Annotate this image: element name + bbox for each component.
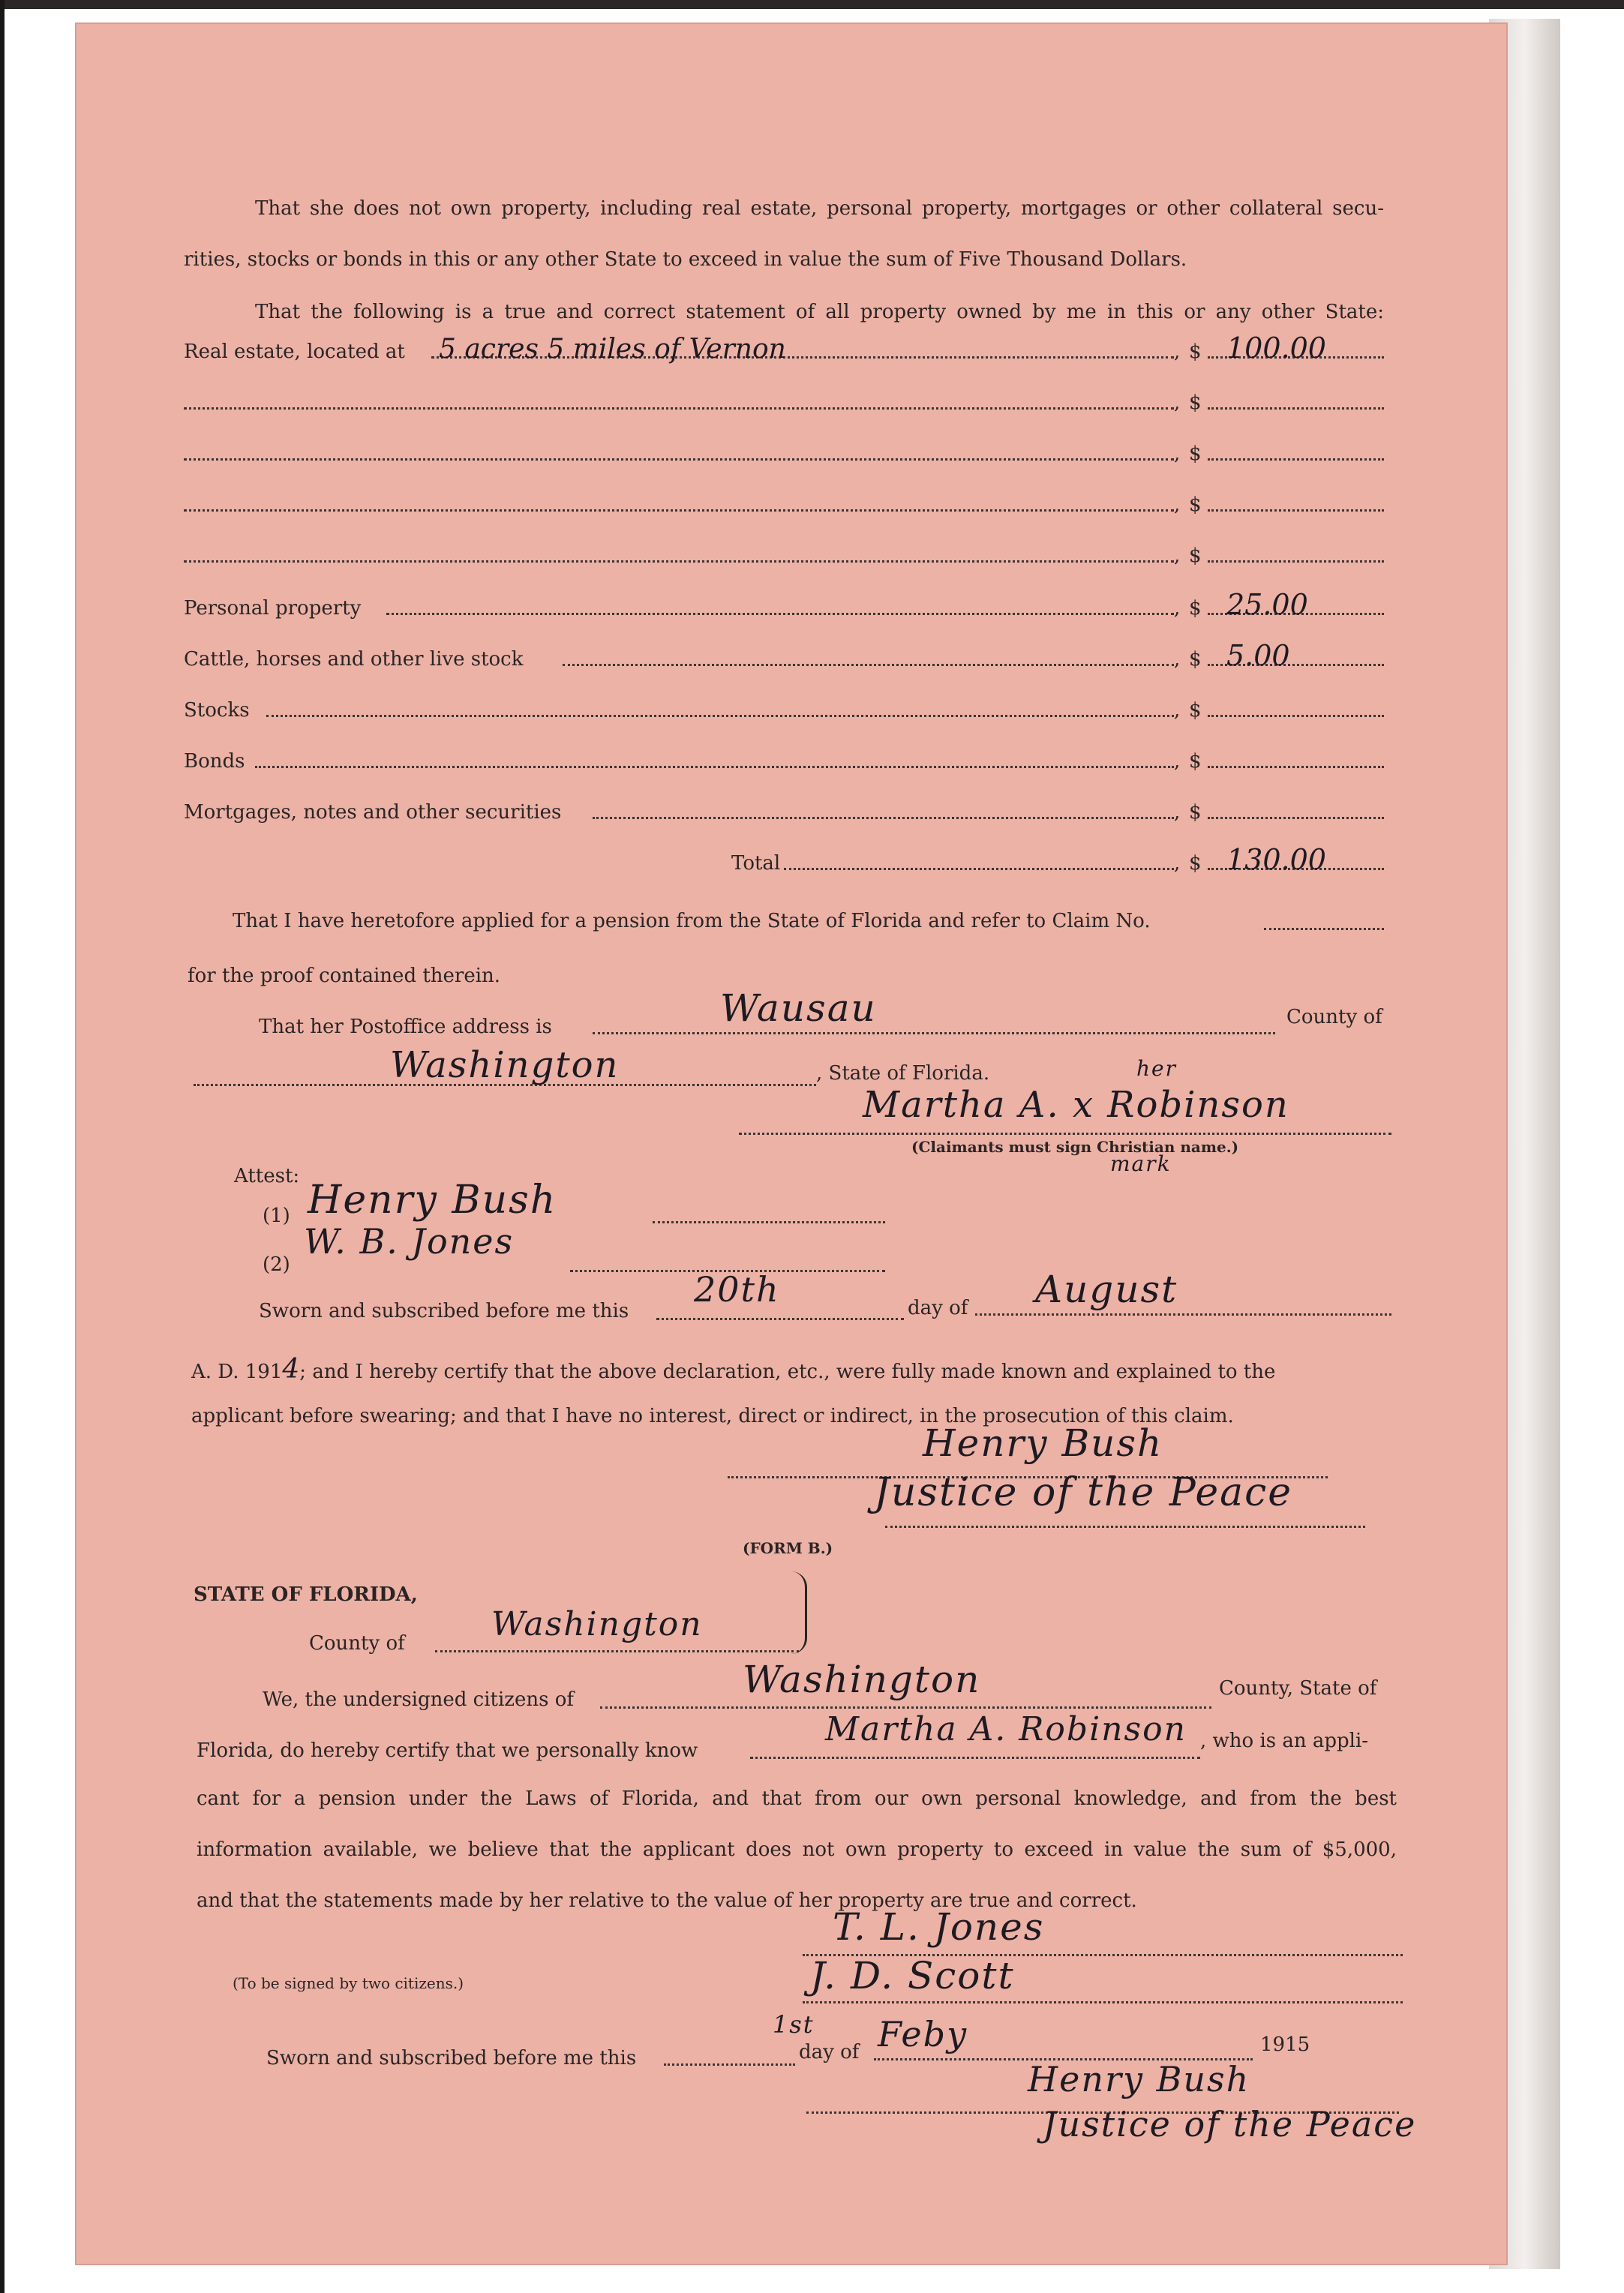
cattle-amount: 5.00 bbox=[1226, 639, 1290, 672]
sworn-1-text-b: day of bbox=[908, 1297, 968, 1319]
bonds-label: Bonds bbox=[184, 750, 245, 773]
real-estate-row: Real estate, located at 5 acres 5 miles of Vernon , $ 100.00 bbox=[184, 338, 1384, 368]
sworn-1-year-digit: 4 bbox=[282, 1354, 300, 1385]
state-of-florida-label: , State of Florida. bbox=[816, 1062, 990, 1085]
blank-row-2: , $ bbox=[184, 440, 1384, 470]
attest-label: Attest: bbox=[234, 1165, 300, 1187]
witness-1-number: (1) bbox=[263, 1205, 290, 1227]
applicant-name: Martha A. Robinson bbox=[825, 1710, 1187, 1748]
real-estate-label: Real estate, located at bbox=[184, 341, 405, 363]
personal-property-amount: 25.00 bbox=[1226, 588, 1308, 621]
citizen-1-signature: T. L. Jones bbox=[833, 1905, 1045, 1949]
total-label: Total bbox=[731, 852, 781, 875]
mark-annotation: mark bbox=[1110, 1151, 1172, 1176]
her-annotation: her bbox=[1136, 1056, 1177, 1081]
sworn-2-year: 1915 bbox=[1260, 2033, 1310, 2056]
sworn-1-month: August bbox=[1035, 1268, 1178, 1311]
form-b-line-3: cant for a pension under the Laws of Florida, and that from our own personal knowledge, and from the best bbox=[197, 1787, 1397, 1810]
personal-property-label: Personal property bbox=[184, 597, 362, 620]
witness-1-signature: Henry Bush bbox=[308, 1178, 557, 1223]
sworn-1-text-a: Sworn and subscribed before me this bbox=[259, 1300, 629, 1322]
total-amount: 130.00 bbox=[1226, 843, 1326, 876]
county-value: Washington bbox=[390, 1044, 620, 1086]
stocks-label: Stocks bbox=[184, 699, 250, 722]
sworn-1-cert-2: applicant before swearing; and that I have no interest, direct or indirect, in the prosecution of this claim. bbox=[191, 1405, 1234, 1427]
claim-line-1: That I have heretofore applied for a pension from the State of Florida and refer to Claim No. bbox=[233, 910, 1151, 932]
mortgages-label: Mortgages, notes and other securities bbox=[184, 801, 562, 824]
mortgages-row: Mortgages, notes and other securities , $ bbox=[184, 798, 1384, 828]
blank-row-3: , $ bbox=[184, 491, 1384, 521]
two-citizens-note: (To be signed by two citizens.) bbox=[233, 1974, 464, 1992]
scan-left-edge bbox=[0, 0, 5, 2293]
state-of-florida-heading: STATE OF FLORIDA, bbox=[194, 1583, 418, 1606]
postoffice-value: Wausau bbox=[720, 986, 877, 1030]
witness-2-signature: W. B. Jones bbox=[304, 1221, 515, 1262]
total-row: Total , $ 130.00 bbox=[184, 849, 1384, 879]
real-estate-location: 5 acres 5 miles of Vernon bbox=[439, 334, 786, 365]
form-b-line-5: and that the statements made by her relative to the value of her property are true and correct. bbox=[197, 1889, 1137, 1912]
florida-text-b: , who is an appli- bbox=[1200, 1730, 1369, 1752]
sworn-2-official-signature: Henry Bush bbox=[1028, 2059, 1250, 2099]
stocks-row: Stocks , $ bbox=[184, 696, 1384, 726]
form-b-county-label: County of bbox=[309, 1632, 405, 1655]
postoffice-label: That her Postoffice address is bbox=[259, 1016, 552, 1038]
sworn-1-official-signature: Henry Bush bbox=[923, 1421, 1163, 1465]
blank-row-4: , $ bbox=[184, 542, 1384, 572]
real-estate-amount: 100.00 bbox=[1226, 332, 1326, 365]
sworn-2-month: Feby bbox=[878, 2014, 968, 2054]
form-b-county-value: Washington bbox=[491, 1605, 703, 1643]
claim-line-2: for the proof contained therein. bbox=[188, 965, 501, 987]
claimant-signature: Martha A. x Robinson bbox=[863, 1084, 1289, 1126]
paragraph-1-line-1: That she does not own property, including real estate, personal property, mortgages or other collateral secu- bbox=[255, 197, 1384, 220]
blank-row-1: , $ bbox=[184, 389, 1384, 419]
bonds-row: Bonds , $ bbox=[184, 747, 1384, 777]
form-b-line-4: information available, we believe that the applicant does not own property to exceed in value the sum of $5,000, bbox=[197, 1838, 1397, 1861]
county-of-label: County of bbox=[1286, 1006, 1382, 1028]
sworn-1-ad: A. D. 1914; and I hereby certify that the above declaration, etc., were fully made known and explained to the bbox=[191, 1354, 1276, 1385]
we-text-b: County, State of bbox=[1219, 1677, 1377, 1700]
citizen-2-signature: J. D. Scott bbox=[810, 1954, 1015, 1997]
we-county: Washington bbox=[743, 1658, 981, 1701]
personal-property-row: Personal property , $ 25.00 bbox=[184, 594, 1384, 624]
sworn-2-day: 1st bbox=[773, 2010, 815, 2039]
form-b-heading: (FORM B.) bbox=[743, 1539, 833, 1557]
sworn-1-day: 20th bbox=[694, 1269, 780, 1310]
florida-text-a: Florida, do hereby certify that we personally know bbox=[197, 1739, 698, 1762]
we-text-a: We, the undersigned citizens of bbox=[263, 1688, 575, 1711]
cattle-label: Cattle, horses and other live stock bbox=[184, 648, 524, 671]
paragraph-1-line-2: rities, stocks or bonds in this or any other State to exceed in value the sum of Five Thousand Dollars. bbox=[184, 248, 1187, 271]
cattle-row: Cattle, horses and other live stock , $ 5.00 bbox=[184, 645, 1384, 675]
sworn-1-official-title: Justice of the Peace bbox=[874, 1470, 1293, 1515]
sworn-2-text-a: Sworn and subscribed before me this bbox=[266, 2047, 637, 2069]
scan-top-edge bbox=[0, 0, 1624, 9]
county-brace bbox=[791, 1571, 807, 1654]
witness-2-number: (2) bbox=[263, 1253, 290, 1276]
sworn-2-text-b: day of bbox=[799, 2041, 860, 2063]
claimant-note: (Claimants must sign Christian name.) bbox=[911, 1138, 1239, 1156]
sworn-2-official-title: Justice of the Peace bbox=[1043, 2104, 1417, 2144]
paragraph-2: That the following is a true and correct statement of all property owned by me in this or any other State: bbox=[255, 301, 1384, 323]
